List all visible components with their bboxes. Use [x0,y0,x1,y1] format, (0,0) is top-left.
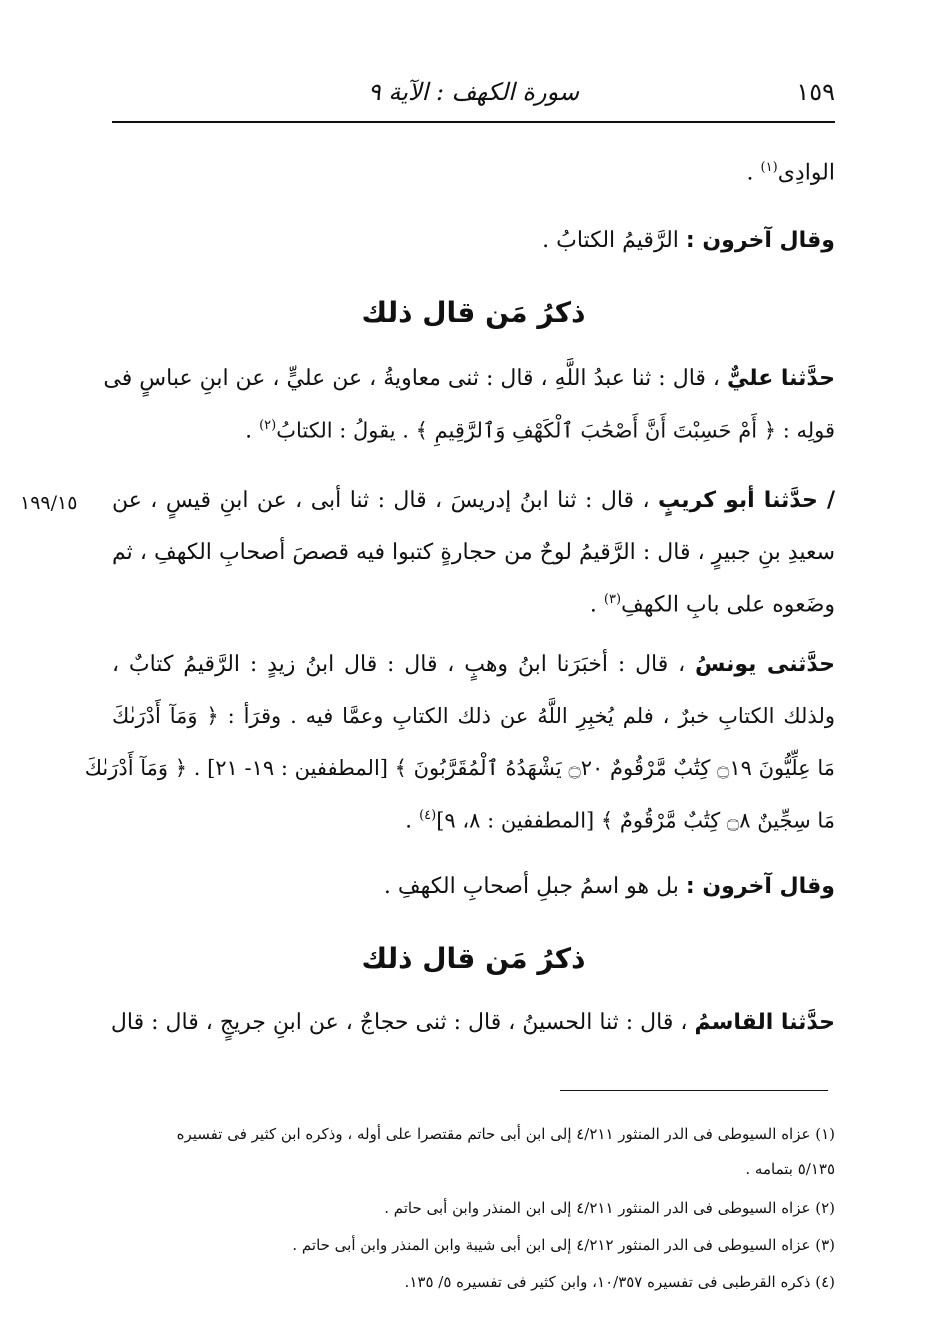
text-line: سعيدِ بنِ جبيرٍ ، قال : الرَّقيمُ لوحٌ من حجارةٍ كتبوا فيه قصصَ أصحابِ الكهفِ ، ثم [112,540,835,565]
text-line: حدَّثنى يونسُ ، قال : أخبَرَنا ابنُ وهبٍ ، قال : قال ابنُ زيدٍ : الرَّقيمُ كتابٌ ، [112,652,835,677]
section-heading: ذكرُ مَن قال ذلك [361,296,586,329]
text-line: / حدَّثنا أبو كريبٍ ، قال : ثنا ابنُ إدريسَ ، قال : ثنا أبى ، عن ابنِ قيسٍ ، عن [112,488,836,513]
text-line: مَا عِلِّيُّونَ ۝١٩ كِتَٰبٌ مَّرْقُومٌ ۝٢٠ يَشْهَدُهُ ٱلْمُقَرَّبُونَ ﴾ [المطففين : ١٩- ٢١] . ﴿ وَمَآ أَدْرَىٰكَ [84,756,835,780]
footnote: (٤) ذكره القرطبى فى تفسيره ١٠/٣٥٧، وابن كثير فى تفسيره ٥/ ١٣٥. [404,1273,835,1291]
footnote: (٣) عزاه السيوطى فى الدر المنثور ٤/٢١٢ إلى ابن أبى شيبة وابن المنذر وابن أبى حاتم . [292,1236,835,1254]
header-rule [112,121,835,123]
page-header [112,78,835,114]
margin-reference: ١٩٩/١٥ [20,492,78,514]
footnote: (٢) عزاه السيوطى فى الدر المنثور ٤/٢١١ إلى ابن المنذر وابن أبى حاتم . [384,1199,835,1217]
section-heading: ذكرُ مَن قال ذلك [361,942,586,975]
text-line: قولِه : ﴿ أَمْ حَسِبْتَ أَنَّ أَصْحَٰبَ ٱلْكَهْفِ وَٱلرَّقِيمِ ﴾ . يقولُ : الكتابُ$^{(٢)}$ . [245,418,835,444]
text-line: حدَّثنا القاسمُ ، قال : ثنا الحسينُ ، قال : ثنى حجاجٌ ، عن ابنِ جريجٍ ، قال : قال [110,1010,835,1035]
page-number: ١٥٩ [796,78,835,106]
running-title: سورة الكهف : الآية ٩ [367,78,580,106]
text-line: مَا سِجِّينٌ ۝٨ كِتَٰبٌ مَّرْقُومٌ ﴾ [المطففين : ٨، ٩]$^{(٤)}$ . [405,808,835,834]
text-line: وقال آخرون : بل هو اسمُ جبلِ أصحابِ الكهفِ . [383,874,835,899]
text-line: ولذلك الكتابِ خبرٌ ، فلم يُخبِرِ اللَّهُ عن ذلك الكتابِ وعمَّا فيه . وقرَأ : ﴿ وَمَآ أَدْرَىٰكَ [112,704,835,728]
text-line: حدَّثنا عليٌّ ، قال : ثنا عبدُ اللَّهِ ، قال : ثنى معاويةُ ، عن عليٍّ ، عن ابنِ عباسٍ فى [103,366,835,391]
text-line: الوادِى$^{(١)}$ . [746,160,835,186]
footnote-rule [560,1090,828,1091]
text-line: وقال آخرون : الرَّقيمُ الكتابُ . [542,228,835,253]
footnote-continuation: ٥/١٣٥ بتمامه . [745,1160,835,1178]
text-line: وضَعوه على بابِ الكهفِ$^{(٣)}$ . [589,592,835,618]
footnote: (١) عزاه السيوطى فى الدر المنثور ٤/٢١١ إلى ابن أبى حاتم مقتصرا على أوله ، وذكره ابن كثير فى تفسيره [176,1125,835,1143]
